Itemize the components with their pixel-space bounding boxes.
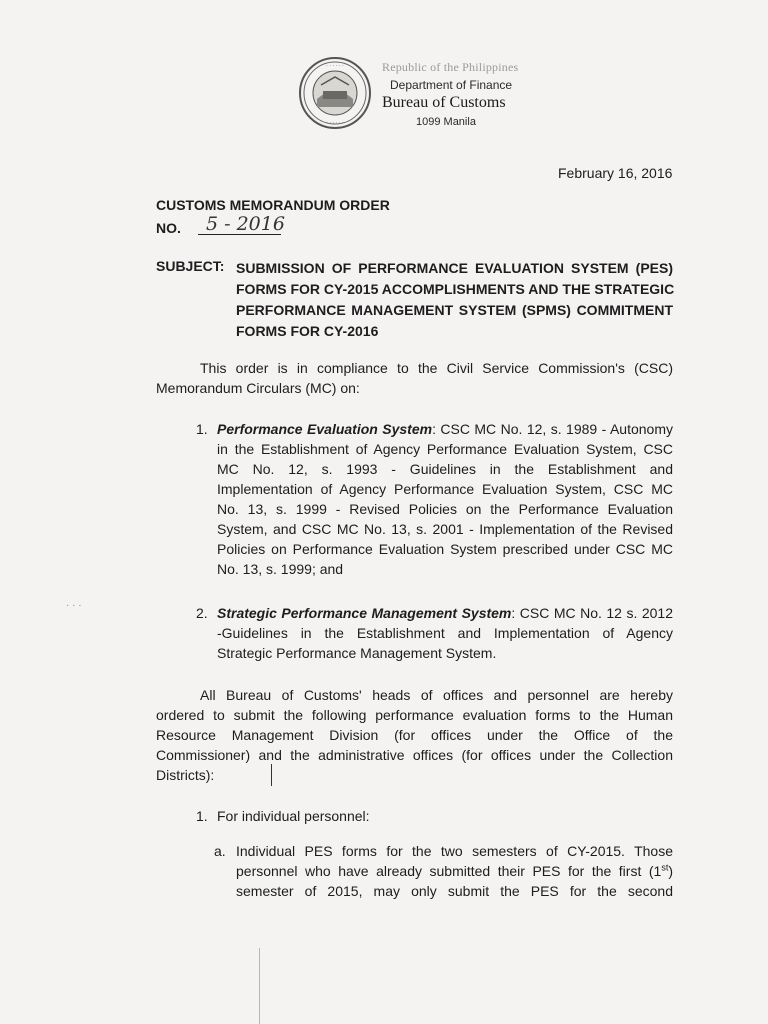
subject-label: SUBJECT: [156, 258, 225, 274]
list-body [217, 419, 673, 579]
list-number: 1. [196, 421, 208, 437]
intro-paragraph [156, 358, 673, 398]
svg-text:· · · · · ·: · · · · · · [326, 120, 344, 126]
paragraph-line: Memorandum Circulars (MC) on: [156, 380, 360, 396]
list-line: Strategic Performance Management System. [217, 645, 497, 661]
order-number-label: NO. [156, 220, 181, 236]
list-number: 1. [196, 808, 208, 824]
order-number-handwritten: 5 - 2016 [198, 213, 281, 235]
subject-line: SUBMISSION OF PERFORMANCE EVALUATION SYSTEM (PES) [236, 260, 673, 276]
city-label: 1099 Manila [416, 116, 476, 128]
paragraph-line: Districts): [156, 767, 215, 783]
paragraph-line: This order is in compliance to the Civil Service Commission's (CSC) [200, 360, 673, 376]
list-line: No. 13, s. 1999 - Revised Policies on the Performance Evaluation [217, 501, 673, 517]
scan-speck: · · · [66, 600, 82, 611]
list-line: Policies on Performance Evaluation System prescribed under CSC MC [217, 541, 673, 557]
list-line: -Guidelines in the Establishment and Implementation of Agency [217, 625, 673, 641]
list-line [217, 603, 673, 623]
list-body [217, 603, 673, 663]
sub-line-text: personnel who have already submitted their PES for the first (1 [236, 863, 662, 879]
directive-paragraph [156, 685, 673, 785]
subject-line: FORMS FOR CY-2015 ACCOMPLISHMENTS AND THE STRATEGIC [236, 281, 675, 297]
list-line: in the Establishment of Agency Performance Evaluation System, CSC [217, 441, 673, 457]
subject-line: FORMS FOR CY-2016 [236, 323, 379, 339]
superscript: st [661, 862, 669, 873]
department-label: Department of Finance [390, 78, 513, 92]
svg-text:· · · · · ·: · · · · · · [326, 63, 344, 69]
sub-line: semester of 2015, may only submit the PES for the second [236, 883, 673, 899]
forms-label: For individual personnel: [217, 808, 370, 824]
list-body [217, 806, 673, 826]
sub-letter: a. [214, 843, 226, 859]
republic-label: Republic of the Philippines [382, 60, 519, 74]
list-number: 2. [196, 605, 208, 621]
sub-line [236, 861, 673, 881]
sub-body [236, 841, 673, 901]
list-line: No. 13, s. 1999; and [217, 561, 344, 577]
list-line-text: : CSC MC No. 12, s. 1989 - Autonomy [432, 421, 673, 437]
subject-text [236, 258, 673, 342]
sub-line-text: ) [668, 863, 673, 879]
scan-line [259, 948, 260, 1024]
list-heading: Performance Evaluation System [217, 421, 433, 437]
paragraph-line: Resource Management Division (for offices under the Office of the [156, 727, 673, 743]
list-line [217, 419, 673, 439]
list-line-text: : CSC MC No. 12 s. 2012 [511, 605, 673, 621]
bureau-seal-icon [297, 55, 373, 131]
order-title: CUSTOMS MEMORANDUM ORDER [156, 197, 390, 213]
bureau-label: Bureau of Customs [382, 94, 506, 111]
paragraph-line: All Bureau of Customs' heads of offices and personnel are hereby [200, 687, 673, 703]
list-line: System, and CSC MC No. 13, s. 2001 - Implementation of the Revised [217, 521, 673, 537]
list-line: MC No. 12, s. 1993 - Guidelines in the Establishment and [217, 461, 673, 477]
list-line: Implementation of Agency Performance Evaluation System, CSC MC [217, 481, 673, 497]
sub-line: Individual PES forms for the two semesters of CY-2015. Those [236, 843, 673, 859]
memo-date: February 16, 2016 [558, 165, 673, 181]
paragraph-line: Commissioner) and the administrative offices (for offices under the Collection [156, 747, 673, 763]
subject-line: PERFORMANCE MANAGEMENT SYSTEM (SPMS) COMMITMENT [236, 302, 673, 318]
pen-mark [271, 764, 272, 786]
list-heading: Strategic Performance Management System [217, 605, 512, 621]
paragraph-line: ordered to submit the following performance evaluation forms to the Human [156, 707, 673, 723]
